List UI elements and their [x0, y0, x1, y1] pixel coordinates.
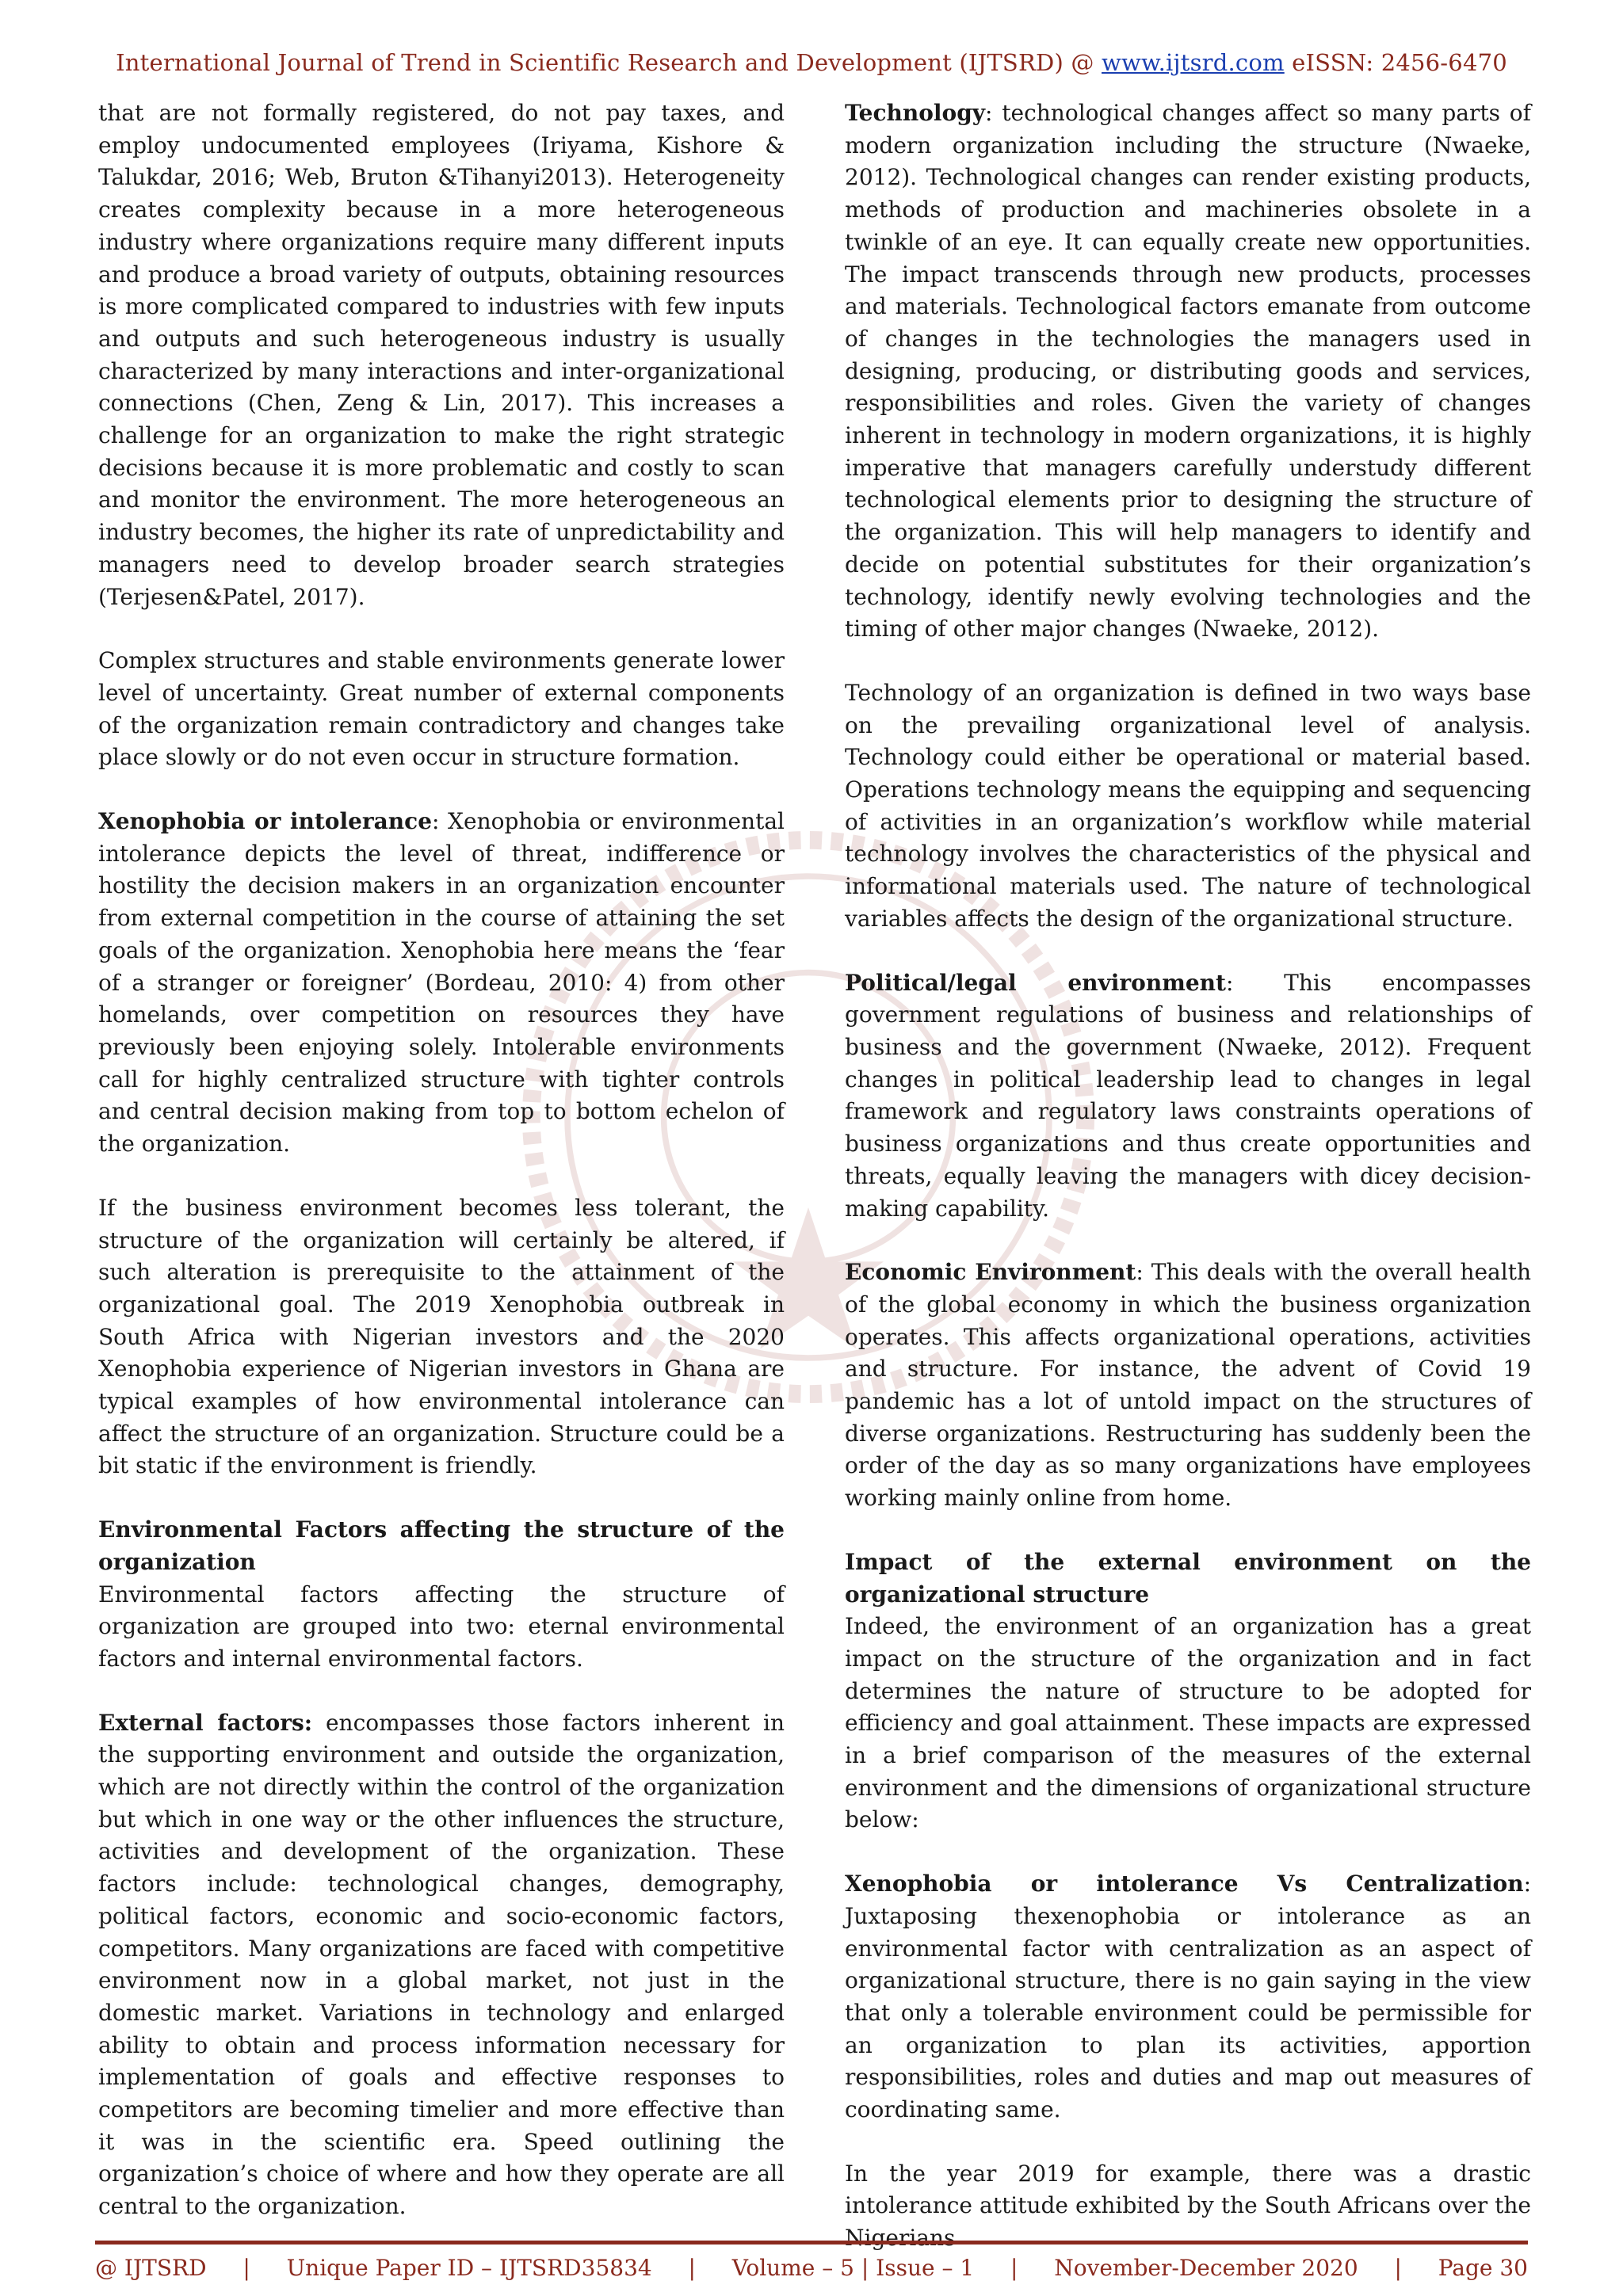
- section-heading: Impact of the external environment on the organizational structure: [845, 1548, 1531, 1608]
- footer-date: November-December 2020: [1054, 2255, 1358, 2281]
- footer-rule: [95, 2241, 1528, 2245]
- journal-url-link[interactable]: www.ijtsrd.com: [1102, 49, 1285, 76]
- term-technology: Technology: [845, 100, 986, 126]
- footer-separator: |: [1394, 2255, 1402, 2281]
- paragraph: Political/legal environment: This encompasses government regulations of business and relationships of business and the government (Nwaeke, 2012). Frequent changes in political leadership lead to changes in legal framework and regulatory laws constraints operations of business organizations and thus create opportunities and threats, equally leaving the managers with dicey decision-making capability.: [845, 969, 1531, 1222]
- paragraph: Xenophobia or intolerance: Xenophobia or environmental intolerance depicts the level of threat, indifference or hostility the decision makers in an organization encounter from external competition in the course of attaining the set goals of the organization. Xenophobia here means the ‘fear of a stranger or foreigner’ (Bordeau, 2010: 4) from other homelands, over competition on resources they have previously been enjoying solely. Intolerable environments call for highly centralized structure with tighter controls and central decision making from top to bottom echelon of the organization.: [98, 808, 785, 1158]
- paragraph: Xenophobia or intolerance Vs Centralization: Juxtaposing thexenophobia or intolerance as an environmental factor with centralization as an aspect of organizational structure, there is no gain saying in the view that only a tolerable environment could be permissible for an organization to plan its activities, apportion responsibilities, roles and duties and map out measures of coordinating same.: [845, 1871, 1531, 2123]
- footer: [95, 2255, 1528, 2281]
- footer-separator: |: [242, 2255, 250, 2281]
- paragraph: If the business environment becomes less tolerant, the structure of the organization will certainly be altered, if such alteration is prerequisite to the attainment of the organizational goal. The 2019 Xenophobia outbreak in South Africa with Nigerian investors and the 2020 Xenophobia experience of Nigerian investors in Ghana are typical examples of how environmental intolerance can affect the structure of an organization. Structure could be a bit static if the environment is friendly.: [98, 1194, 785, 1479]
- paragraph: Environmental factors affecting the structure of organization are grouped into two: eternal environmental factors and internal environmental factors.: [98, 1581, 785, 1672]
- right-column: [845, 97, 1531, 2255]
- paragraph: Economic Environment: This deals with the overall health of the global economy in which the business organization operates. This affects organizational operations, activities and structure. For instance, the advent of Covid 19 pandemic has a lot of untold impact on the structures of diverse organizations. Restructuring has suddenly been the order of the day as so many organizations have employees working mainly online from home.: [845, 1259, 1531, 1512]
- section-heading: Environmental Factors affecting the structure of the organization: [98, 1516, 785, 1575]
- running-header: [0, 49, 1623, 76]
- paragraph: that are not formally registered, do not pay taxes, and employ undocumented employees (Iriyama, Kishore & Talukdar, 2016; Web, Bruton &Tihanyi2013). Heterogeneity creates complexity because in a more heterogeneous industry where organizations require many different inputs and produce a broad variety of outputs, obtaining resources is more complicated compared to industries with few inputs and outputs and such heterogeneous industry is usually characterized by many interactions and inter-organizational connections (Chen, Zeng & Lin, 2017). This increases a challenge for an organization to make the right strategic decisions because it is more problematic and costly to scan and monitor the environment. The more heterogeneous an industry becomes, the higher its rate of unpredictability and managers need to develop broader search strategies (Terjesen&Patel, 2017).: [98, 100, 785, 610]
- term-political-legal: Political/legal environment: [845, 969, 1226, 996]
- left-column: [98, 97, 785, 2223]
- footer-separator: |: [1010, 2255, 1018, 2281]
- eissn: eISSN: 2456-6470: [1284, 49, 1507, 76]
- term-economic: Economic Environment: [845, 1259, 1136, 1286]
- term-external-factors: External factors:: [98, 1709, 313, 1736]
- paragraph: Technology of an organization is defined in two ways base on the prevailing organizational level of analysis. Technology could either be operational or material based. Operations technology means the equipping and sequencing of activities in an organization’s workflow while material technology involves the characteristics of the physical and informational materials used. The nature of technological variables affects the design of the organizational structure.: [845, 679, 1531, 932]
- journal-title: International Journal of Trend in Scientific Research and Development (IJTSRD) @: [116, 49, 1102, 76]
- term-xenophobia-centralization: Xenophobia or intolerance Vs Centralization: [845, 1871, 1524, 1897]
- footer-separator: |: [688, 2255, 696, 2281]
- paragraph: Technology: technological changes affect so many parts of modern organization including the structure (Nwaeke, 2012). Technological changes can render existing products, methods of production and machineries obsolete in a twinkle of an eye. It can equally create new opportunities. The impact transcends through new products, processes and materials. Technological factors emanate from outcome of changes in the technologies the managers used in designing, producing, or distributing goods and services, responsibilities and roles. Given the variety of changes inherent in technology in modern organizations, it is highly imperative that managers carefully understudy different technological elements prior to designing the structure of the organization. This will help managers to identify and decide on potential substitutes for their organization’s technology, identify newly evolving technologies and the timing of other major changes (Nwaeke, 2012).: [845, 100, 1531, 643]
- footer-paper-id: Unique Paper ID – IJTSRD35834: [286, 2255, 652, 2281]
- paragraph: In the year 2019 for example, there was a drastic intolerance attitude exhibited by the South Africans over the Nigerians: [845, 2160, 1531, 2252]
- footer-brand: @ IJTSRD: [95, 2255, 207, 2281]
- footer-page: Page 30: [1438, 2255, 1528, 2281]
- paragraph: Indeed, the environment of an organization has a great impact on the structure of the organization and in fact determines the nature of structure to be adopted for efficiency and goal attainment. These impacts are expressed in a brief comparison of the measures of the external environment and the dimensions of organizational structure below:: [845, 1613, 1531, 1833]
- paragraph: External factors: encompasses those factors inherent in the supporting environment and outside the organization, which are not directly within the control of the organization but which in one way or the other influences the structure, activities and development of the organization. These factors include: technological changes, demography, political factors, economic and socio-economic factors, competitors. Many organizations are faced with competitive environment now in a global market, not just in the domestic market. Variations in technology and enlarged ability to obtain and process information necessary for implementation of goals and effective responses to competitors are becoming timelier and more effective than it was in the scientific era. Speed outlining the organization’s choice of where and how they operate are all central to the organization.: [98, 1709, 785, 2220]
- paragraph: Complex structures and stable environments generate lower level of uncertainty. Great number of external components of the organization remain contradictory and changes take place slowly or do not even occur in structure formation.: [98, 647, 785, 771]
- footer-volume: Volume – 5 | Issue – 1: [731, 2255, 975, 2281]
- term-xenophobia: Xenophobia or intolerance: [98, 808, 433, 835]
